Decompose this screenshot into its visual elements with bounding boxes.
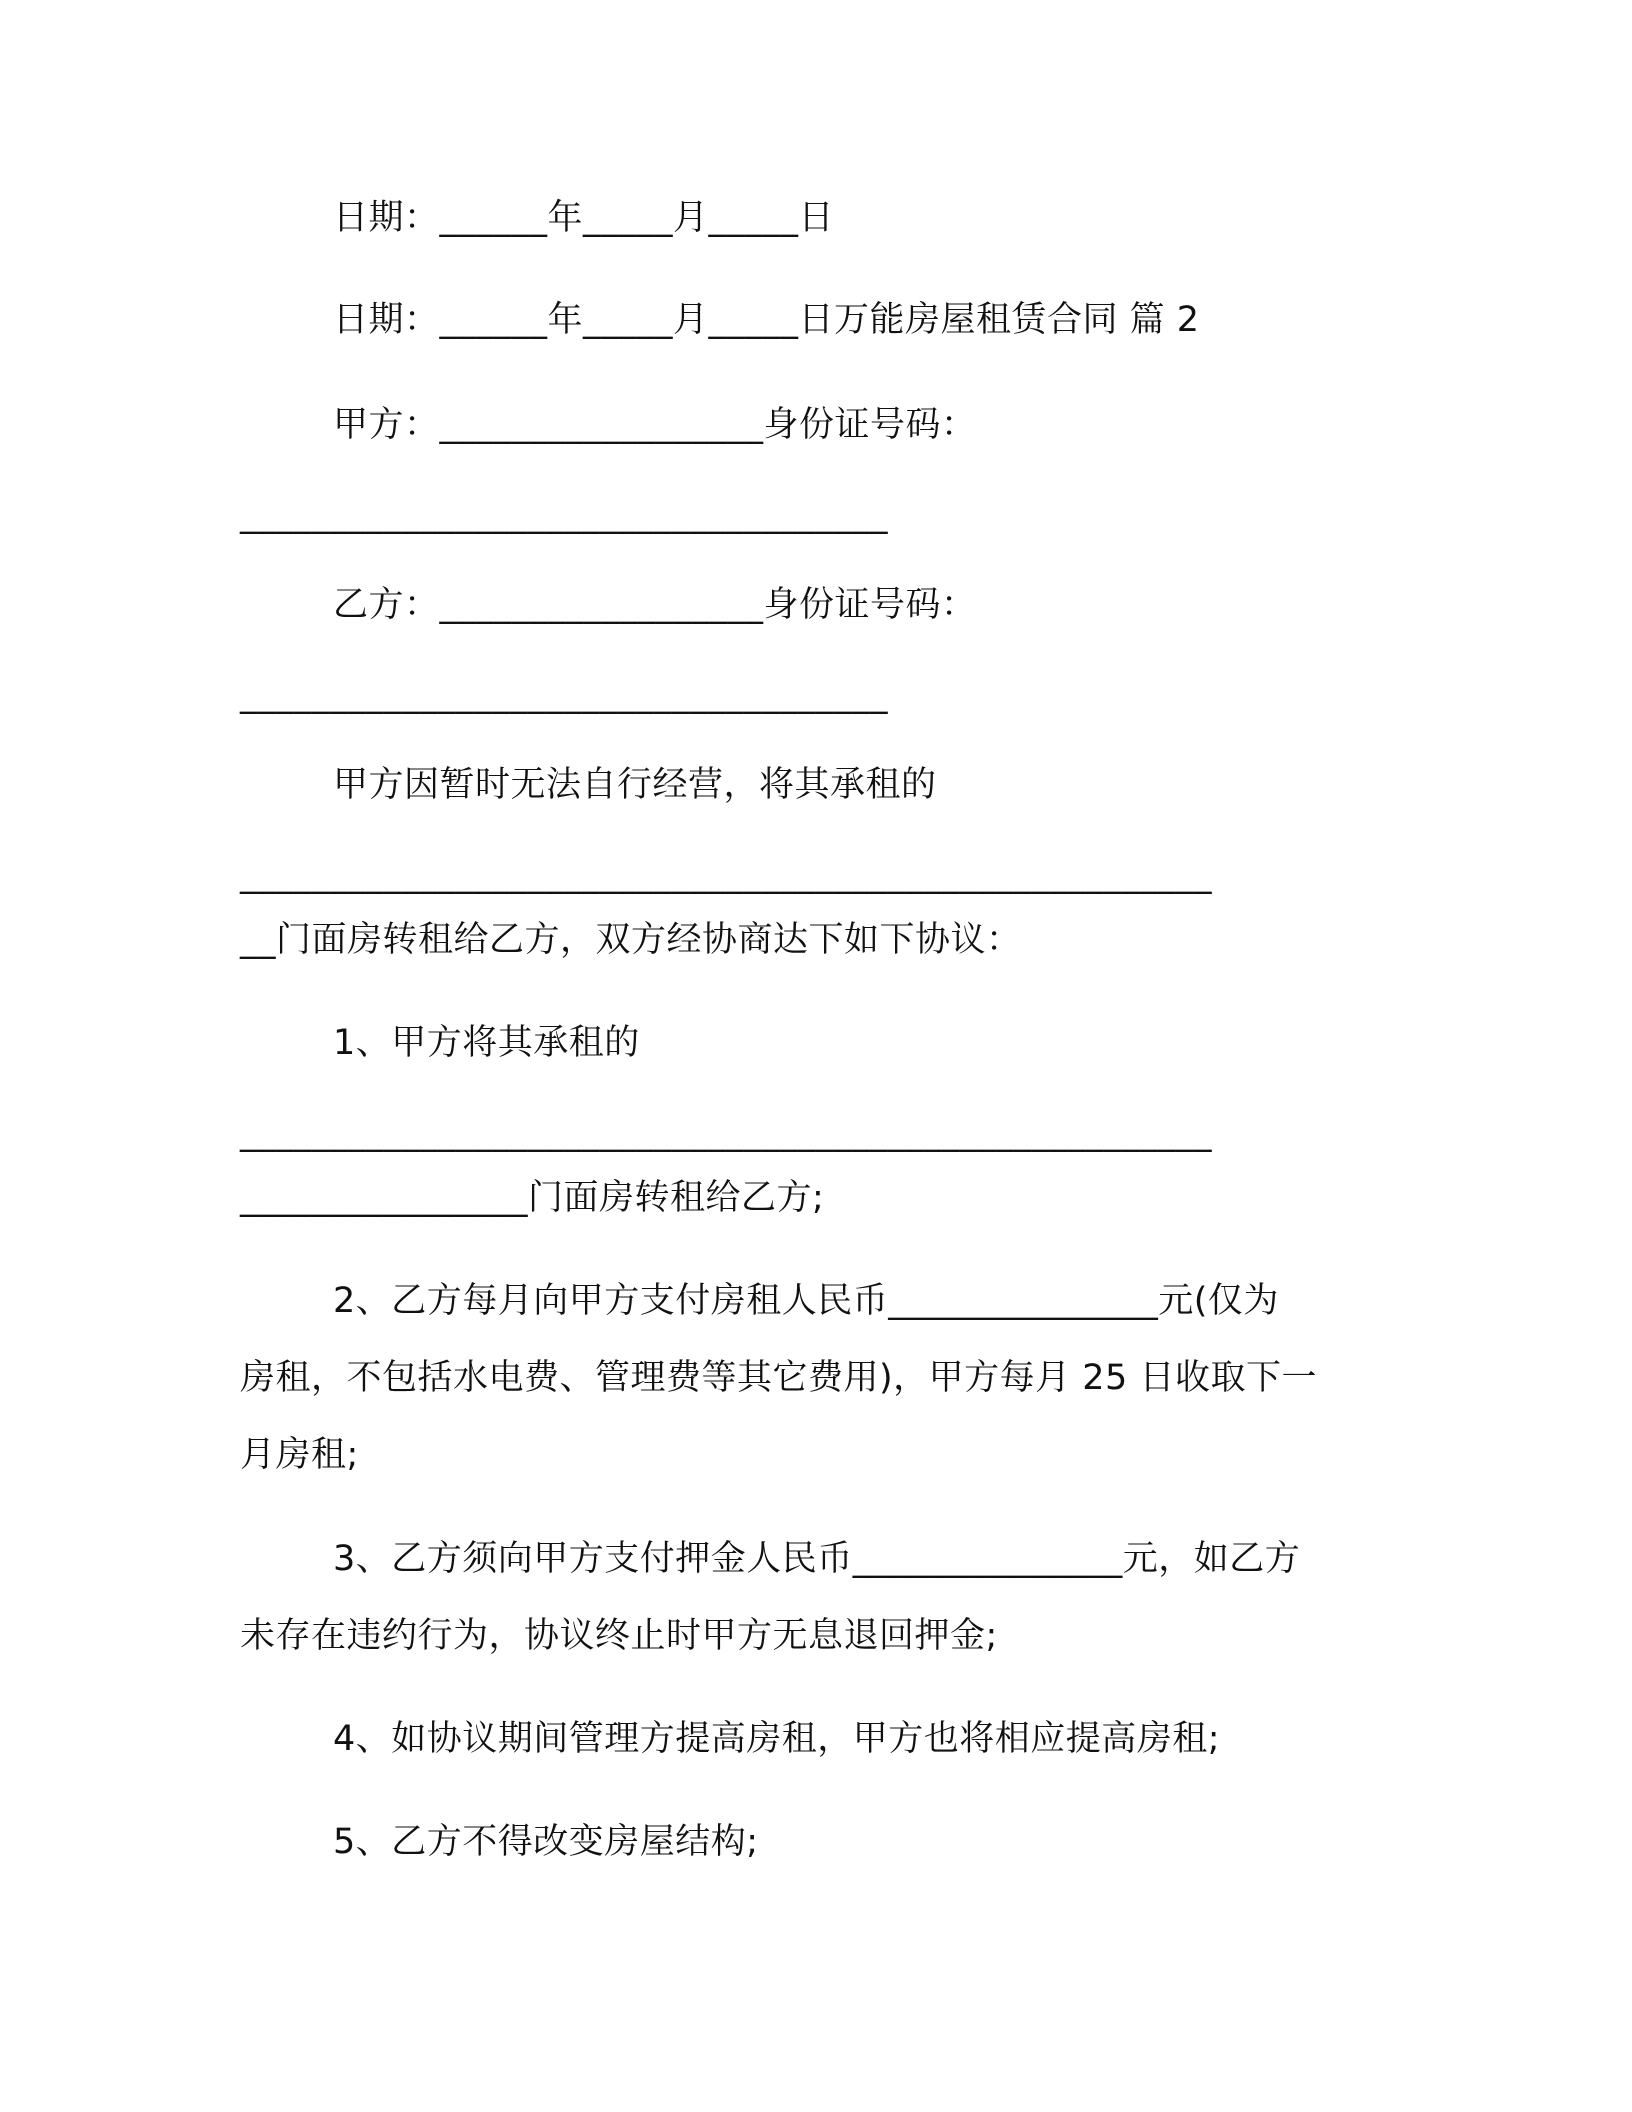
clause-2-line-1: 2、乙方每月向甲方支付房租人民币_______________元(仅为	[333, 1281, 1279, 1321]
clause-2-line-3: 月房租;	[240, 1435, 359, 1475]
intro-paragraph-line-2: __门面房转租给乙方，双方经协商达下如下协议：	[240, 920, 1022, 960]
date-line-2-title: 日期：______年_____月_____日万能房屋租赁合同 篇 2	[333, 300, 1200, 340]
intro-paragraph-blank: ______________________________________________________	[240, 855, 1212, 895]
party-b-line: 乙方：__________________身份证号码：	[333, 585, 977, 625]
clause-3-line-2: 未存在违约行为，协议终止时甲方无息退回押金;	[240, 1616, 998, 1656]
clause-1-blank: ______________________________________________________	[240, 1113, 1212, 1153]
party-a-id-blank: ____________________________________	[240, 495, 888, 535]
clause-4-line: 4、如协议期间管理方提高房租，甲方也将相应提高房租;	[333, 1719, 1221, 1759]
clause-2-line-2: 房租，不包括水电费、管理费等其它费用)，甲方每月 25 日收取下一	[240, 1358, 1317, 1398]
clause-1-line-2: ________________门面房转租给乙方;	[240, 1178, 825, 1218]
intro-paragraph-line-1: 甲方因暂时无法自行经营，将其承租的	[333, 765, 937, 805]
date-line-1: 日期：______年_____月_____日	[333, 198, 835, 238]
party-b-id-blank: ____________________________________	[240, 675, 888, 715]
clause-5-line: 5、乙方不得改变房屋结构;	[333, 1822, 759, 1862]
clause-1-line-1: 1、甲方将其承租的	[333, 1023, 640, 1063]
party-a-line: 甲方：__________________身份证号码：	[333, 405, 977, 445]
clause-3-line-1: 3、乙方须向甲方支付押金人民币_______________元，如乙方	[333, 1539, 1301, 1579]
